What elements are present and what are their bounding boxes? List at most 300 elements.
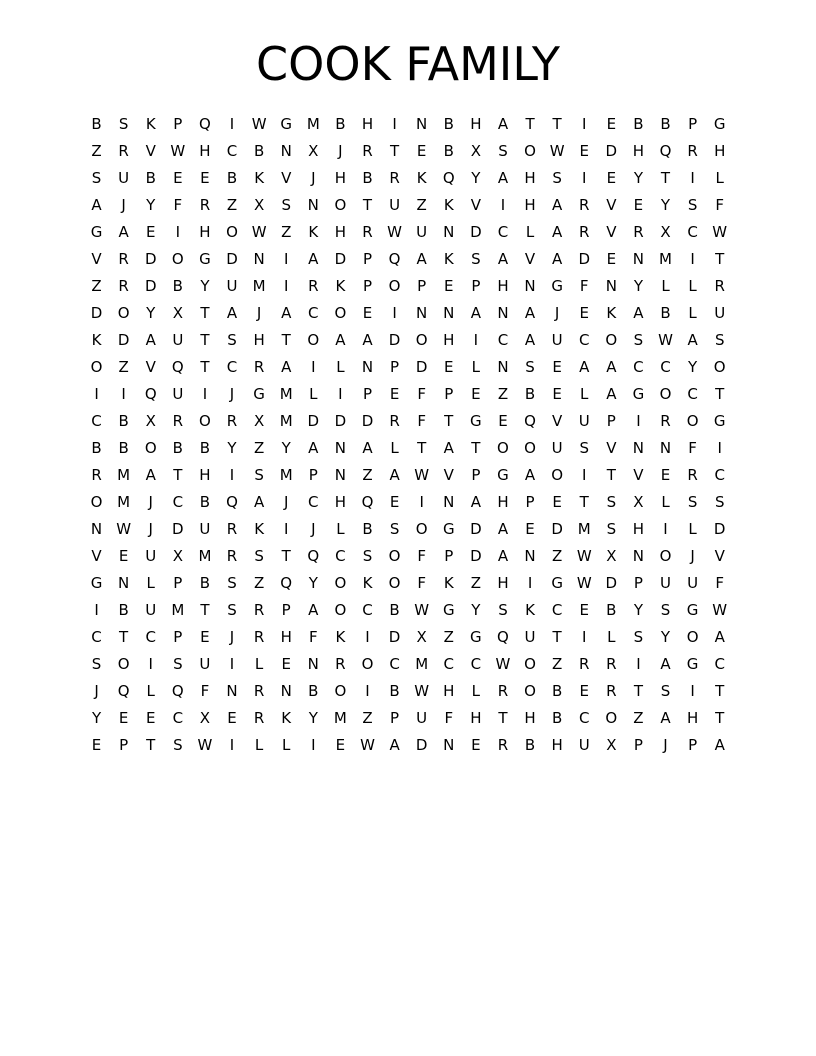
grid-letter: J [121,196,126,214]
grid-letter: F [417,412,426,430]
grid-letter: A [281,304,292,322]
grid-letter: A [389,466,400,484]
grid-letter: D [470,520,482,538]
grid-letter: G [632,385,645,403]
grid-letter: H [632,142,645,160]
grid-letter: F [715,574,725,592]
grid-letter: J [311,520,316,538]
grid-letter: Z [443,628,454,646]
grid-letter: A [335,331,346,349]
grid-letter: X [308,142,319,160]
grid-letter: P [390,709,400,727]
grid-letter: D [578,250,591,268]
grid-letter: Z [552,655,563,673]
grid-letter: R [497,736,509,754]
grid-letter: T [200,358,210,376]
grid-letter: T [417,439,427,457]
grid-letter: V [443,466,454,484]
grid-letter: Z [497,385,509,403]
grid-letter: M [279,466,293,484]
grid-letter: L [254,655,264,673]
grid-letter: B [172,439,183,457]
grid-row [83,273,734,300]
grid-letter: B [118,439,129,457]
grid-letter: B [524,736,536,754]
grid-letter: A [362,439,373,457]
grid-letter: V [91,547,102,565]
grid-letter: N [416,115,428,133]
grid-letter: C [172,709,184,727]
grid-letter: O [334,574,347,592]
grid-letter: O [415,520,428,538]
grid-letter: O [524,682,536,700]
grid-letter: A [362,331,373,349]
grid-letter: R [199,196,211,214]
grid-letter: M [333,709,347,727]
grid-letter: F [444,709,454,727]
grid-letter: O [551,466,564,484]
grid-letter: Z [470,574,481,592]
grid-letter: I [717,439,722,457]
grid-letter: J [94,682,99,700]
grid-letter: I [283,277,289,295]
grid-letter: I [229,115,235,133]
grid-letter: W [360,736,375,754]
grid-letter: E [444,277,454,295]
grid-letter: F [417,574,426,592]
grid-letter: N [524,277,536,295]
grid-letter: M [415,655,429,673]
grid-letter: A [118,223,129,241]
grid-letter: O [117,304,130,322]
grid-letter: C [443,655,454,673]
grid-letter: T [173,466,183,484]
grid-letter: O [497,439,509,457]
grid-letter: W [170,142,186,160]
grid-letter: G [470,628,482,646]
grid-letter: O [659,385,672,403]
grid-letter: O [361,655,374,673]
grid-letter: Z [281,223,292,241]
grid-letter: D [470,223,482,241]
grid-letter: Z [633,709,644,727]
grid-letter: E [335,736,346,754]
grid-letter: T [281,547,291,565]
grid-letter: N [632,547,645,565]
grid-letter: F [173,196,183,214]
grid-letter: V [145,358,156,376]
grid-letter: C [226,142,238,160]
grid-letter: R [362,142,373,160]
grid-letter: N [226,682,238,700]
grid-letter: A [497,547,509,565]
grid-letter: A [443,439,454,457]
grid-row [83,246,734,273]
grid-letter: K [443,250,454,268]
grid-letter: D [415,736,428,754]
grid-letter: I [94,601,99,619]
grid-letter: L [282,736,291,754]
grid-letter: M [279,412,293,430]
grid-letter: O [334,304,347,322]
grid-letter: D [605,574,618,592]
grid-letter: I [311,736,316,754]
grid-letter: D [90,304,103,322]
grid-letter: S [714,493,725,511]
grid-letter: E [91,736,102,754]
grid-letter: F [688,439,697,457]
grid-letter: B [606,601,617,619]
grid-letter: L [580,385,589,403]
grid-letter: E [498,412,508,430]
grid-letter: O [90,493,103,511]
grid-letter: E [281,655,291,673]
grid-letter: S [91,655,102,673]
grid-letter: C [578,709,590,727]
grid-letter: M [252,277,266,295]
grid-letter: R [606,682,617,700]
grid-letter: I [229,466,235,484]
grid-letter: I [636,412,641,430]
grid-letter: O [334,196,347,214]
grid-letter: B [226,169,238,187]
grid-letter: A [497,115,509,133]
grid-letter: W [387,223,402,241]
grid-row [83,651,734,678]
grid-letter: C [470,655,482,673]
grid-letter: Y [281,439,291,457]
grid-row [83,381,734,408]
grid-letter: E [552,493,562,511]
grid-letter: T [606,466,616,484]
grid-letter: R [579,196,590,214]
grid-letter: G [442,601,455,619]
grid-letter: T [498,709,508,727]
grid-letter: Q [199,115,211,133]
grid-letter: V [606,223,617,241]
grid-letter: Q [144,385,157,403]
grid-letter: Q [171,682,184,700]
grid-letter: Z [416,196,427,214]
grid-letter: B [524,385,536,403]
grid-letter: S [660,682,671,700]
grid-letter: A [714,628,725,646]
grid-letter: I [283,250,289,268]
grid-letter: O [90,358,103,376]
grid-letter: X [660,223,671,241]
grid-letter: R [687,142,698,160]
grid-letter: R [226,412,238,430]
grid-letter: S [389,520,400,538]
grid-letter: E [200,169,210,187]
grid-letter: E [552,385,562,403]
grid-letter: B [389,682,400,700]
grid-letter: L [525,223,535,241]
grid-letter: X [606,736,617,754]
grid-letter: V [714,547,725,565]
grid-letter: M [659,250,672,268]
grid-letter: B [199,439,211,457]
grid-letter: K [91,331,102,349]
grid-letter: Y [308,574,318,592]
grid-letter: R [579,223,590,241]
grid-letter: B [362,169,373,187]
grid-letter: D [713,520,726,538]
grid-letter: B [199,574,211,592]
grid-letter: X [633,493,644,511]
grid-letter: A [470,304,481,322]
grid-letter: L [715,169,724,187]
grid-letter: N [307,196,319,214]
grid-letter: N [497,304,509,322]
grid-letter: T [444,412,454,430]
grid-letter: G [90,223,103,241]
grid-letter: B [660,115,671,133]
grid-letter: U [660,574,671,592]
grid-letter: A [579,358,590,376]
grid-letter: K [416,169,427,187]
grid-letter: U [145,601,157,619]
grid-letter: L [254,736,264,754]
grid-letter: K [443,574,454,592]
grid-letter: P [633,574,643,592]
grid-letter: G [90,574,103,592]
grid-letter: D [226,250,238,268]
grid-letter: A [552,196,563,214]
grid-letter: C [687,385,698,403]
grid-letter: J [663,736,668,754]
grid-letter: I [582,466,587,484]
grid-letter: M [198,547,212,565]
grid-letter: E [606,169,617,187]
grid-letter: A [91,196,102,214]
grid-letter: P [471,466,481,484]
grid-letter: P [362,250,372,268]
grid-letter: I [202,385,208,403]
grid-letter: B [551,709,563,727]
grid-letter: V [91,250,102,268]
grid-letter: C [145,628,156,646]
grid-row [83,300,734,327]
grid-letter: R [226,520,238,538]
grid-letter: X [253,196,265,214]
grid-letter: W [549,142,565,160]
grid-letter: X [145,412,156,430]
grid-letter: T [200,601,210,619]
grid-letter: V [524,250,536,268]
grid-letter: A [524,331,536,349]
grid-letter: E [552,358,562,376]
grid-letter: U [551,439,563,457]
grid-letter: E [173,169,183,187]
grid-letter: I [500,196,506,214]
grid-row [83,219,734,246]
grid-letter: Y [308,709,318,727]
grid-letter: I [311,358,316,376]
grid-letter: N [280,142,292,160]
grid-letter: K [362,574,373,592]
grid-letter: S [227,601,237,619]
grid-letter: T [362,196,373,214]
grid-letter: R [253,628,265,646]
grid-letter: E [145,709,156,727]
grid-letter: P [173,115,183,133]
grid-letter: A [524,304,536,322]
grid-letter: T [579,493,589,511]
grid-letter: C [362,601,373,619]
grid-row [83,570,734,597]
grid-letter: C [714,655,725,673]
grid-letter: Z [253,574,265,592]
grid-letter: T [715,682,725,700]
grid-letter: X [172,304,183,322]
grid-letter: I [229,655,235,673]
grid-letter: H [551,736,563,754]
grid-letter: N [361,358,374,376]
grid-letter: H [334,493,347,511]
grid-letter: G [280,115,293,133]
page-title: COOK FAMILY [256,37,560,91]
grid-letter: X [416,628,427,646]
grid-letter: G [551,574,563,592]
grid-letter: N [443,493,455,511]
grid-letter: U [551,331,563,349]
grid-letter: F [579,277,589,295]
grid-letter: P [471,277,481,295]
grid-letter: C [551,601,563,619]
grid-row [83,165,734,192]
grid-letter: E [579,142,589,160]
grid-letter: E [471,385,481,403]
grid-letter: K [606,304,617,322]
grid-row [83,327,734,354]
grid-letter: H [443,331,455,349]
grid-letter: D [144,250,157,268]
grid-letter: W [251,115,267,133]
grid-letter: B [443,115,454,133]
grid-letter: S [281,196,291,214]
grid-letter: F [417,385,426,403]
grid-letter: R [308,277,319,295]
grid-letter: U [199,520,211,538]
grid-letter: C [91,628,102,646]
grid-letter: B [633,115,644,133]
grid-letter: R [335,655,346,673]
grid-letter: U [118,169,130,187]
grid-letter: I [392,115,397,133]
grid-letter: C [714,466,725,484]
grid-letter: A [552,223,563,241]
word-search-grid [83,111,734,759]
grid-letter: N [443,736,455,754]
grid-letter: S [173,736,183,754]
grid-letter: R [226,547,238,565]
grid-letter: N [443,304,455,322]
grid-letter: H [524,169,536,187]
grid-letter: A [714,736,725,754]
grid-letter: I [229,736,235,754]
grid-letter: C [308,304,319,322]
grid-letter: P [119,736,129,754]
grid-letter: Z [362,709,373,727]
grid-letter: S [227,331,237,349]
grid-letter: L [688,277,697,295]
grid-letter: Y [633,601,643,619]
grid-letter: M [577,520,591,538]
grid-letter: A [633,304,644,322]
grid-letter: T [471,439,481,457]
grid-letter: S [660,601,671,619]
grid-letter: S [254,466,264,484]
grid-letter: I [582,628,587,646]
grid-letter: J [311,169,316,187]
grid-letter: E [471,736,481,754]
grid-letter: O [524,439,536,457]
grid-letter: D [415,358,428,376]
grid-letter: H [334,169,347,187]
grid-letter: Y [471,169,481,187]
grid-letter: L [607,628,616,646]
grid-letter: S [91,169,102,187]
grid-letter: H [497,574,509,592]
grid-letter: T [715,250,725,268]
grid-letter: O [388,574,401,592]
grid-letter: S [525,358,535,376]
grid-letter: R [118,277,129,295]
grid-letter: I [419,493,424,511]
grid-letter: O [388,277,401,295]
grid-letter: Z [552,547,563,565]
grid-letter: L [471,682,481,700]
grid-letter: B [443,142,454,160]
grid-letter: V [145,142,156,160]
grid-letter: A [416,250,427,268]
grid-letter: C [308,493,319,511]
grid-letter: I [582,169,587,187]
grid-letter: T [525,115,535,133]
grid-letter: R [687,466,698,484]
grid-letter: O [388,547,401,565]
grid-letter: A [308,250,319,268]
grid-letter: C [389,655,400,673]
grid-letter: Z [91,142,102,160]
grid-letter: N [90,520,103,538]
grid-letter: D [117,331,130,349]
grid-letter: J [338,142,343,160]
grid-letter: W [712,223,728,241]
grid-letter: E [362,304,373,322]
grid-letter: D [334,250,347,268]
grid-letter: L [688,304,697,322]
grid-letter: N [443,223,455,241]
grid-letter: R [253,709,265,727]
grid-letter: S [471,250,481,268]
grid-letter: D [172,520,184,538]
grid-letter: A [226,304,238,322]
grid-row [83,354,734,381]
grid-letter: U [578,412,590,430]
grid-letter: T [715,709,725,727]
grid-letter: J [690,547,695,565]
grid-letter: L [661,277,670,295]
grid-letter: N [524,547,536,565]
grid-letter: H [632,520,645,538]
grid-letter: W [658,331,673,349]
grid-letter: R [253,358,265,376]
grid-letter: J [148,493,153,511]
grid-letter: E [525,520,535,538]
grid-letter: X [606,547,617,565]
